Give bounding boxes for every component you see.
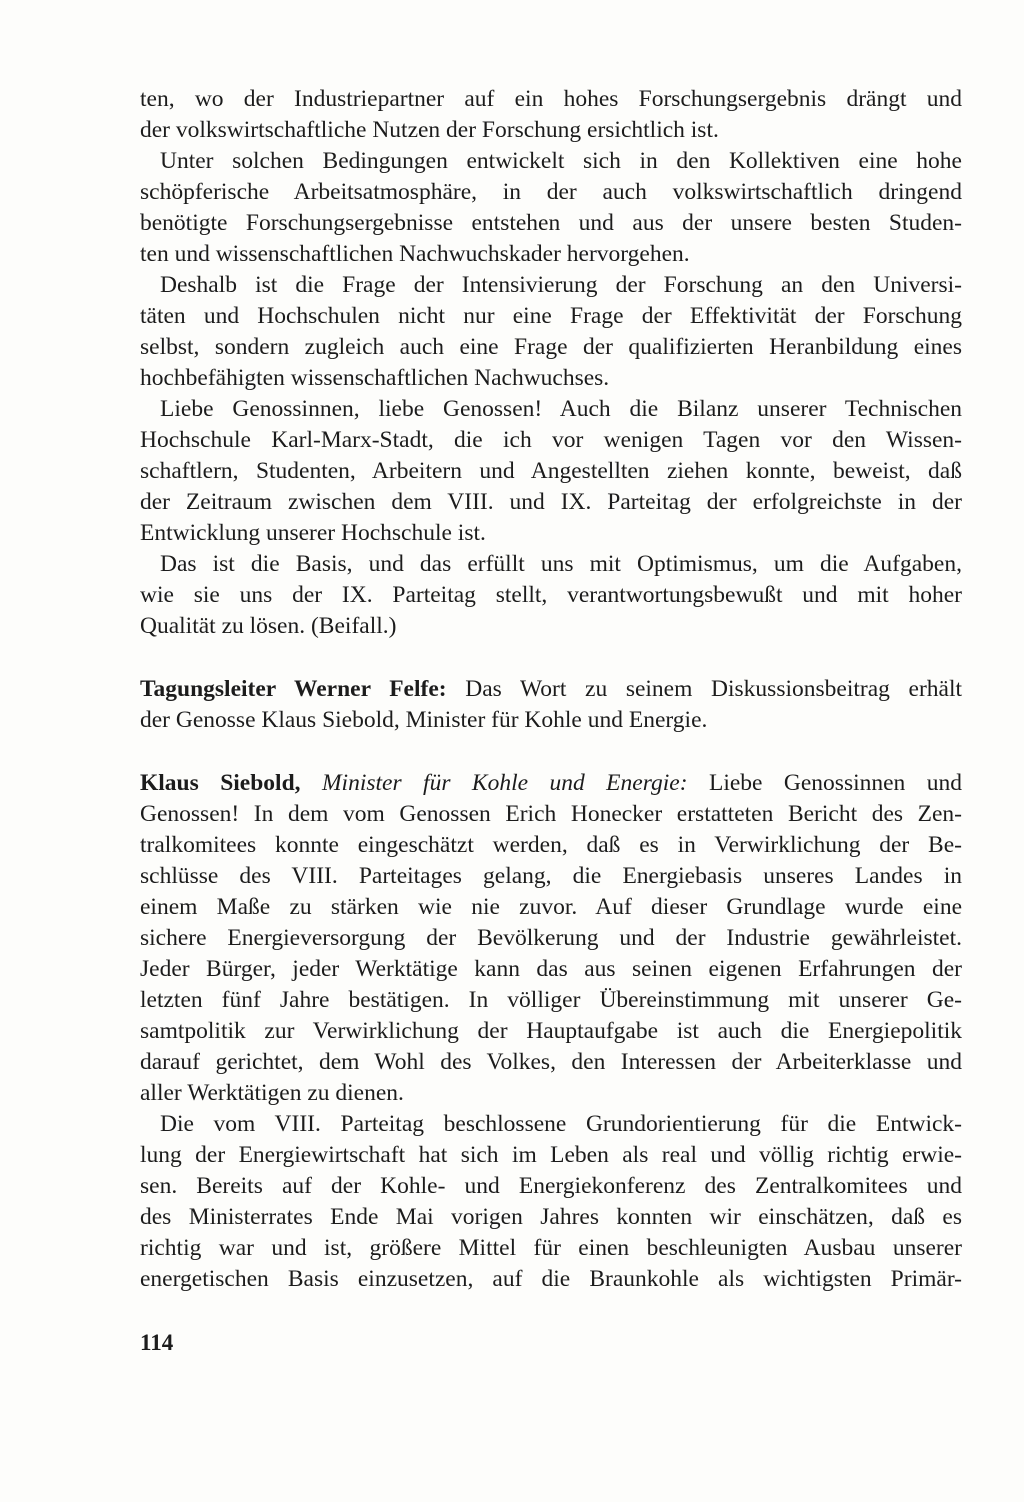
text-line: Genossen! In dem vom Genossen Erich Honecker erstatteten Bericht des Zen- [140, 801, 962, 827]
chair-announcement-line [140, 674, 962, 705]
text-line: energetischen Basis einzusetzen, auf die Braunkohle als wichtigsten Primär- [140, 1266, 962, 1292]
text-line: schaftlern, Studenten, Arbeitern und Angestellten ziehen konnte, beweist, daß [140, 458, 962, 484]
text-line: ten, wo der Industriepartner auf ein hohes Forschungsergebnis drängt und [140, 86, 962, 112]
speech-speaker-role: Minister für Kohle und Energie: [321, 770, 688, 796]
text-line: Entwicklung unserer Hochschule ist. [140, 520, 486, 546]
text-line: aller Werktätigen zu dienen. [140, 1080, 404, 1106]
text-line: Deshalb ist die Frage der Intensivierung der Forschung an den Universi- [160, 272, 962, 298]
speech-speaker-name: Klaus Siebold, [140, 770, 301, 796]
speech-opening-text: Liebe Genossinnen und [687, 770, 962, 796]
page-number: 114 [140, 1330, 174, 1355]
text-line: selbst, sondern zugleich auch eine Frage der qualifizierten Heranbildung eines [140, 334, 962, 360]
text-line: benötigte Forschungsergebnisse entstehen und aus der unsere besten Studen- [140, 210, 962, 236]
text-line: Unter solchen Bedingungen entwickelt sich in den Kollektiven eine hohe [160, 148, 962, 174]
text-line: letzten fünf Jahre bestätigen. In völliger Übereinstimmung mit unserer Ge- [140, 987, 962, 1013]
text-line: sen. Bereits auf der Kohle- und Energiekonferenz des Zentralkomitees und [140, 1173, 962, 1199]
text-line: Hochschule Karl-Marx-Stadt, die ich vor wenigen Tagen vor den Wissen- [140, 427, 962, 453]
text-line: sichere Energieversorgung der Bevölkerung und der Industrie gewährleistet. [140, 925, 962, 951]
text-line: hochbefähigten wissenschaftlichen Nachwuchses. [140, 365, 610, 391]
text-line: täten und Hochschulen nicht nur eine Frage der Effektivität der Forschung [140, 303, 962, 329]
text-column [140, 84, 962, 1295]
text-line: darauf gerichtet, dem Wohl des Volkes, den Interessen der Arbeiterklasse und [140, 1049, 962, 1075]
text-line: Liebe Genossinnen, liebe Genossen! Auch die Bilanz unserer Technischen [160, 396, 962, 422]
text-line: Qualität zu lösen. (Beifall.) [140, 613, 397, 639]
section-gap [140, 642, 962, 674]
text-line: wie sie uns der IX. Parteitag stellt, verantwortungsbewußt und mit hoher [140, 582, 962, 608]
text-line: samtpolitik zur Verwirklichung der Hauptaufgabe ist auch die Energiepolitik [140, 1018, 962, 1044]
text-line: des Ministerrates Ende Mai vorigen Jahres konnten wir einschätzen, daß es [140, 1204, 962, 1230]
text-line: Das ist die Basis, und das erfüllt uns mit Optimismus, um die Aufgaben, [160, 551, 962, 577]
text-line: schöpferische Arbeitsatmosphäre, in der auch volkswirtschaftlich dringend [140, 179, 962, 205]
section-gap [140, 736, 962, 768]
text-line: Die vom VIII. Parteitag beschlossene Grundorientierung für die Entwick- [160, 1111, 962, 1137]
text-line: der Zeitraum zwischen dem VIII. und IX. Parteitag der erfolgreichste in der [140, 489, 962, 515]
text-line: ten und wissenschaftlichen Nachwuchskader hervorgehen. [140, 241, 690, 267]
text-line: Jeder Bürger, jeder Werktätige kann das aus seinen eigenen Erfahrungen der [140, 956, 962, 982]
speech-opening-line [140, 768, 962, 799]
text-line: der volkswirtschaftliche Nutzen der Forschung ersichtlich ist. [140, 117, 719, 143]
text-line: lung der Energiewirtschaft hat sich im Leben als real und völlig richtig erwie- [140, 1142, 962, 1168]
chair-speaker-name: Tagungsleiter Werner Felfe: [140, 676, 447, 702]
chair-announcement-text: Das Wort zu seinem Diskussionsbeitrag erhält [446, 676, 963, 702]
text-line: der Genosse Klaus Siebold, Minister für Kohle und Energie. [140, 707, 708, 733]
text-line: schlüsse des VIII. Parteitages gelang, die Energiebasis unseres Landes in [140, 863, 962, 889]
text-line: einem Maße zu stärken wie nie zuvor. Auf dieser Grundlage wurde eine [140, 894, 962, 920]
text-line: richtig war und ist, größere Mittel für einen beschleunigten Ausbau unserer [140, 1235, 962, 1261]
text-line: tralkomitees konnte eingeschätzt werden, daß es in Verwirklichung der Be- [140, 832, 962, 858]
